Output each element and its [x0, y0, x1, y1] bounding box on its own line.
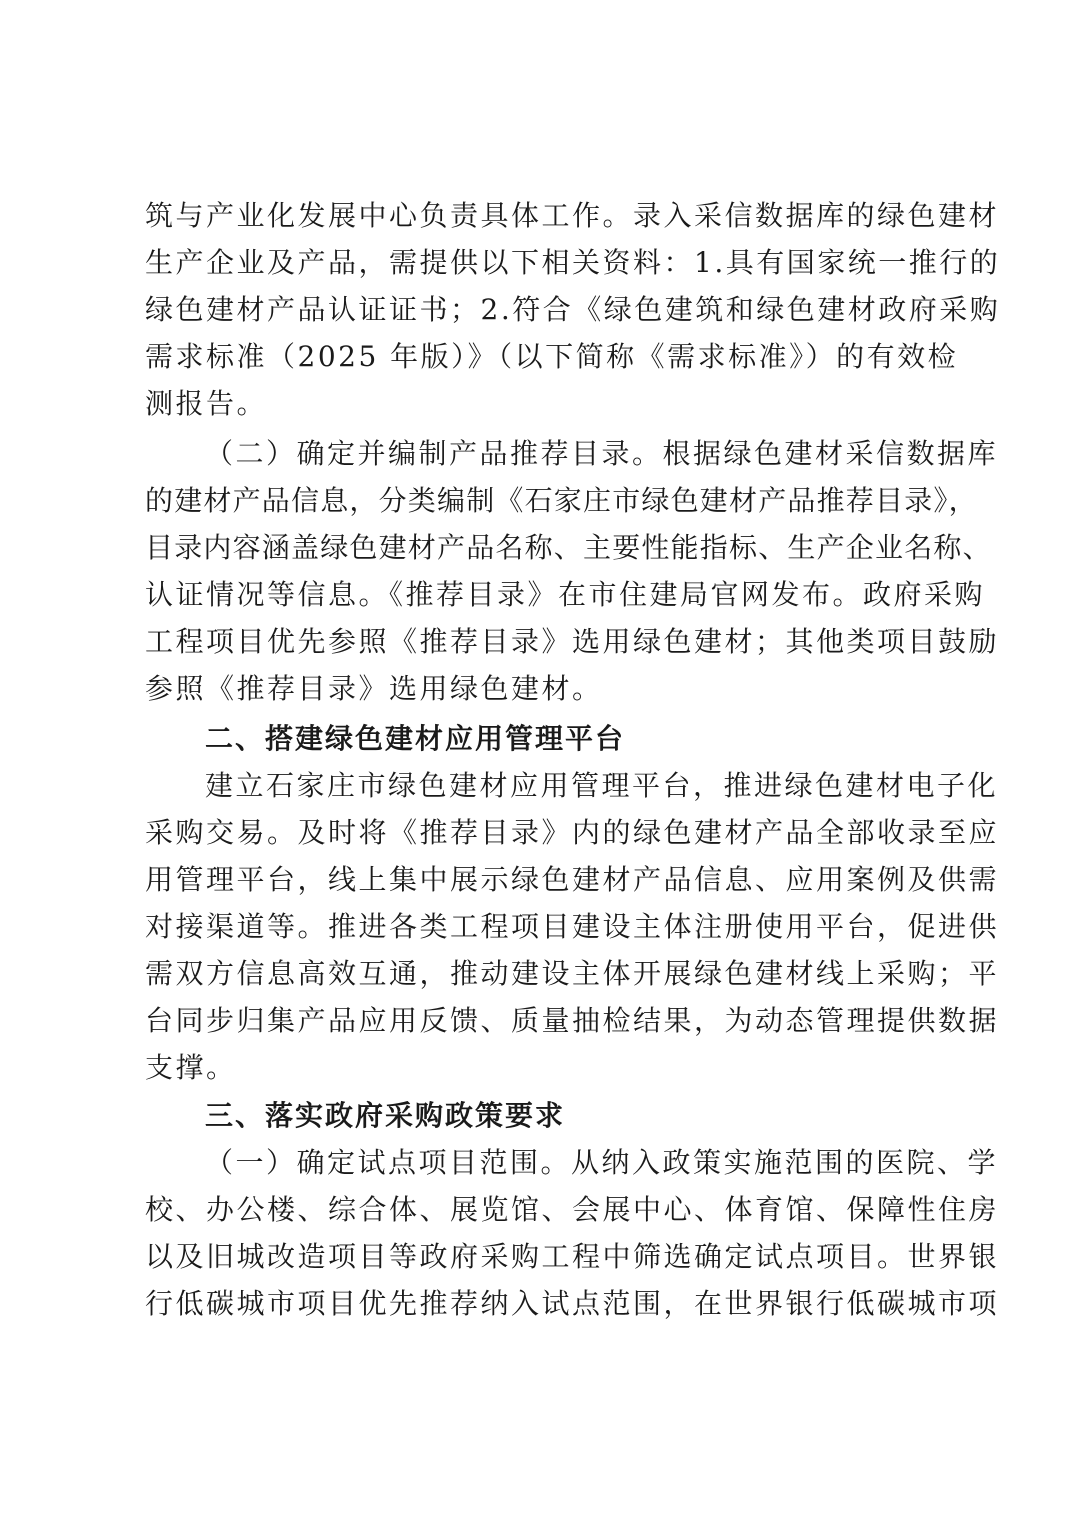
paragraph-line: 台同步归集产品应用反馈、质量抽检结果，为动态管理提供数据 — [145, 1004, 1000, 1037]
paragraph-line: 的建材产品信息，分类编制《石家庄市绿色建材产品推荐目录》， — [145, 484, 978, 517]
paragraph-line: 认证情况等信息。《推荐目录》在市住建局官网发布。政府采购 — [145, 578, 986, 611]
paragraph-line: 工程项目优先参照《推荐目录》选用绿色建材；其他类项目鼓励 — [145, 625, 1000, 658]
paragraph-line: 以及旧城改造项目等政府采购工程中筛选确定试点项目。世界银 — [145, 1240, 1000, 1273]
paragraph-line: （二）确定并编制产品推荐目录。根据绿色建材采信数据库 — [205, 437, 999, 470]
paragraph-line: 采购交易。及时将《推荐目录》内的绿色建材产品全部收录至应 — [145, 816, 1000, 849]
paragraph-line: 对接渠道等。推进各类工程项目建设主体注册使用平台，促进供 — [145, 910, 1000, 943]
paragraph-line: 需求标准（2025 年版）》（以下简称《需求标准》）的有效检 — [145, 340, 959, 373]
paragraph-line: 参照《推荐目录》选用绿色建材。 — [145, 672, 603, 705]
paragraph-line: （一）确定试点项目范围。从纳入政策实施范围的医院、学 — [205, 1146, 999, 1179]
paragraph-line: 建立石家庄市绿色建材应用管理平台，推进绿色建材电子化 — [205, 769, 999, 802]
paragraph-line: 测报告。 — [145, 387, 268, 420]
section-heading: 三、落实政府采购政策要求 — [205, 1099, 566, 1132]
paragraph-line: 生产企业及产品，需提供以下相关资料：1.具有国家统一推行的 — [145, 246, 1001, 279]
section-heading: 二、搭建绿色建材应用管理平台 — [205, 722, 626, 755]
paragraph-line: 绿色建材产品认证证书；2.符合《绿色建筑和绿色建材政府采购 — [145, 293, 1001, 326]
paragraph-line: 需双方信息高效互通，推动建设主体开展绿色建材线上采购；平 — [145, 957, 1000, 990]
paragraph-line: 校、办公楼、综合体、展览馆、会展中心、体育馆、保障性住房 — [145, 1193, 1000, 1226]
paragraph-line: 用管理平台，线上集中展示绿色建材产品信息、应用案例及供需 — [145, 863, 1000, 896]
paragraph-line: 行低碳城市项目优先推荐纳入试点范围，在世界银行低碳城市项 — [145, 1287, 1000, 1320]
paragraph-line: 筑与产业化发展中心负责具体工作。录入采信数据库的绿色建材 — [145, 199, 1000, 232]
paragraph-line: 支撑。 — [145, 1051, 237, 1084]
paragraph-line: 目录内容涵盖绿色建材产品名称、主要性能指标、生产企业名称、 — [145, 531, 992, 564]
